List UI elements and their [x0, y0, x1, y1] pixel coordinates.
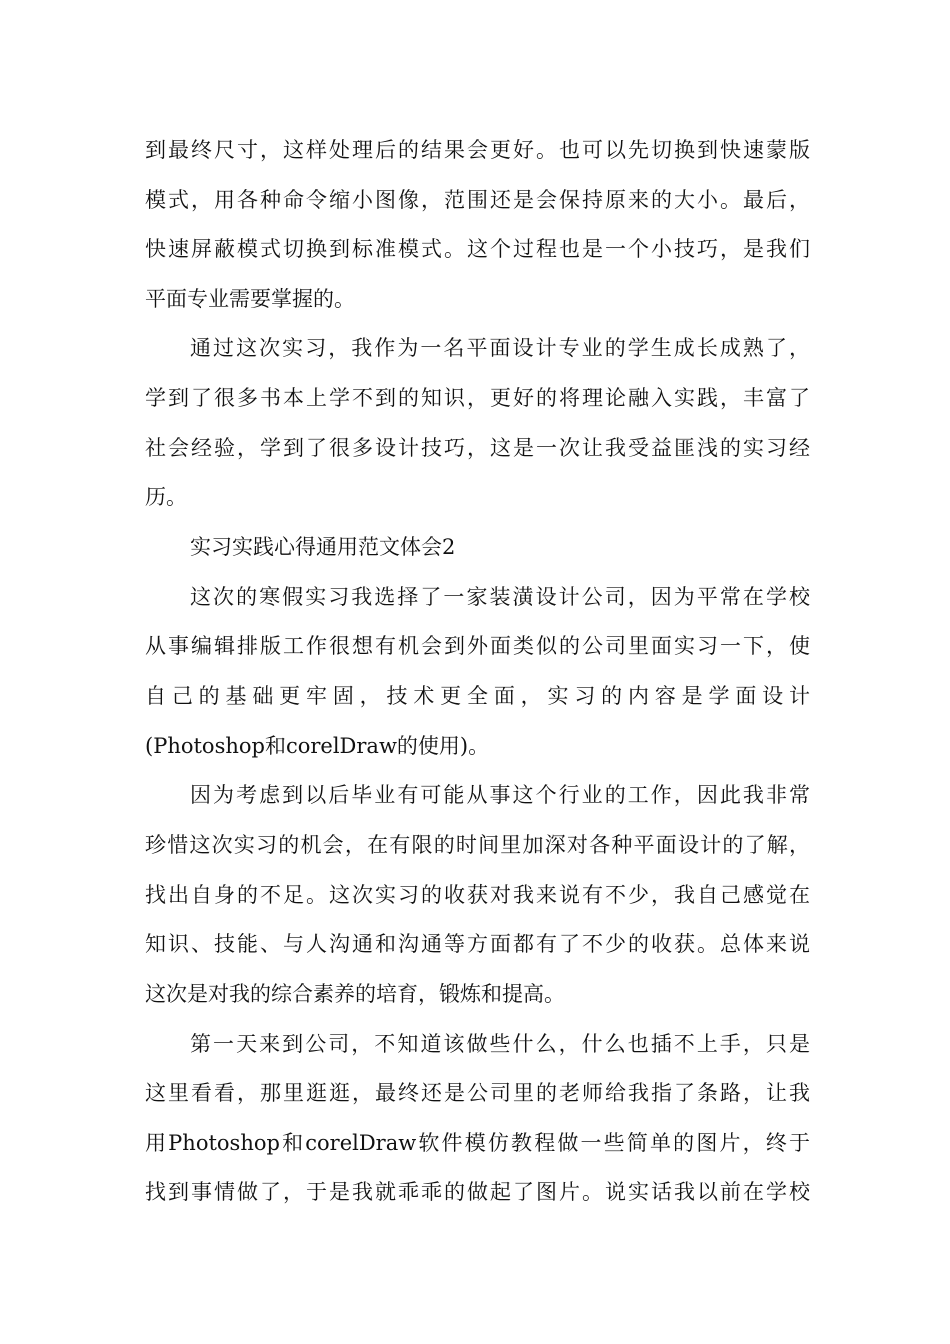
- text-line: 这里看看，那里逛逛，最终还是公司里的老师给我指了条路，让我: [145, 1081, 810, 1105]
- text-line: 快速屏蔽模式切换到标准模式。这个过程也是一个小技巧，是我们: [145, 237, 810, 261]
- text-line: 平面专业需要掌握的。: [145, 287, 355, 311]
- text-line: 找到事情做了，于是我就乖乖的做起了图片。说实话我以前在学校: [145, 1180, 810, 1204]
- text-line: 模式，用各种命令缩小图像，范围还是会保持原来的大小。最后，: [145, 188, 810, 212]
- text-line: 到最终尺寸，这样处理后的结果会更好。也可以先切换到快速蒙版: [145, 138, 810, 162]
- text-line: 知识、技能、与人沟通和沟通等方面都有了不少的收获。总体来说: [145, 932, 810, 956]
- text-line: 第一天来到公司，不知道该做些什么，什么也插不上手，只是: [190, 1032, 810, 1056]
- text-line: 从事编辑排版工作很想有机会到外面类似的公司里面实习一下，使: [145, 634, 810, 658]
- text-line: 通过这次实习，我作为一名平面设计专业的学生成长成熟了，: [190, 336, 810, 360]
- text-line: 社会经验，学到了很多设计技巧，这是一次让我受益匪浅的实习经: [145, 436, 810, 460]
- text-line: 这次的寒假实习我选择了一家装潢设计公司，因为平常在学校: [190, 585, 810, 609]
- text-line: 找出自身的不足。这次实习的收获对我来说有不少，我自己感觉在: [145, 883, 810, 907]
- text-line: 用Photoshop和corelDraw软件模仿教程做一些简单的图片，终于: [145, 1131, 810, 1155]
- text-line: 历。: [145, 485, 187, 509]
- text-line: 自己的基础更牢固，技术更全面，实习的内容是学面设计: [145, 684, 810, 708]
- text-line: 学到了很多书本上学不到的知识，更好的将理论融入实践，丰富了: [145, 386, 810, 410]
- text-line: 这次是对我的综合素养的培育，锻炼和提高。: [145, 982, 565, 1006]
- text-line: 因为考虑到以后毕业有可能从事这个行业的工作，因此我非常: [190, 783, 810, 807]
- text-line: 珍惜这次实习的机会，在有限的时间里加深对各种平面设计的了解，: [145, 833, 810, 857]
- section-heading: 实习实践心得通用范文体会2: [190, 535, 456, 559]
- text-line: (Photoshop和corelDraw的使用)。: [145, 734, 490, 758]
